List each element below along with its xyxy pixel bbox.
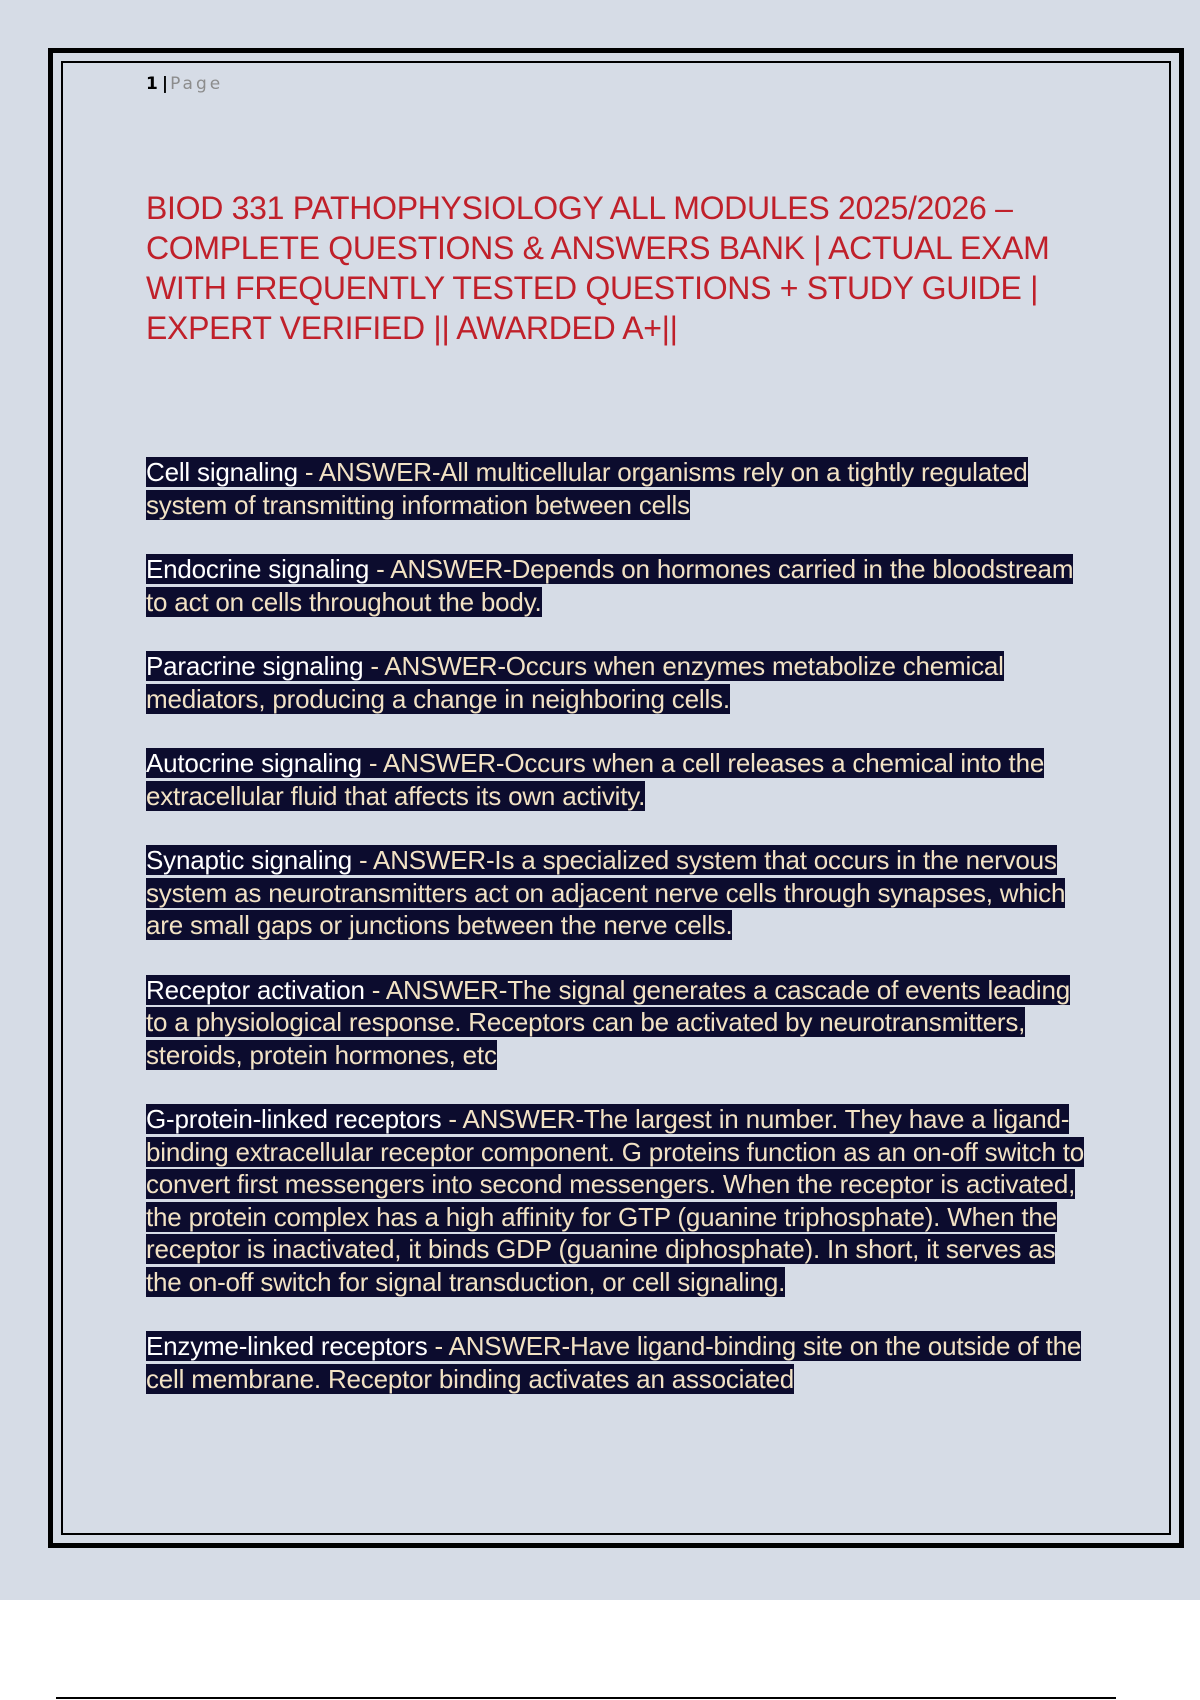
qa-highlight xyxy=(146,651,1004,714)
qa-item-enzyme-linked-receptors[interactable] xyxy=(146,1330,1086,1395)
qa-answer: - ANSWER-Occurs when enzymes metabolize chemical mediators, producing a change in neighboring cells. xyxy=(146,651,1004,714)
qa-highlight xyxy=(146,748,1044,811)
page-number-header xyxy=(146,74,223,94)
qa-highlight xyxy=(146,554,1073,617)
qa-term: Receptor activation xyxy=(146,974,365,1005)
qa-answer: - ANSWER-All multicellular organisms rely on a tightly regulated system of transmitting information between cells xyxy=(146,457,1028,520)
qa-item-paracrine-signaling[interactable] xyxy=(146,650,1086,715)
qa-list xyxy=(146,456,1086,1427)
qa-answer: - ANSWER-The signal generates a cascade of events leading to a physiological response. Receptors can be activated by neurotransmitters, steroids, protein hormones, etc xyxy=(146,974,1070,1070)
qa-highlight xyxy=(146,1331,1081,1394)
qa-term: Synaptic signaling xyxy=(146,845,352,875)
qa-highlight xyxy=(146,975,1070,1070)
document-title: BIOD 331 PATHOPHYSIOLOGY ALL MODULES 2025/2026 – COMPLETE QUESTIONS & ANSWERS BANK | ACTUAL EXAM WITH FREQUENTLY TESTED QUESTIONS + STUDY GUIDE | EXPERT VERIFIED || AWARDED A+|| xyxy=(146,190,1050,346)
qa-term: Enzyme-linked receptors xyxy=(146,1331,428,1361)
qa-item-receptor-activation[interactable] xyxy=(146,974,1086,1072)
qa-term: G-protein-linked receptors xyxy=(146,1104,442,1134)
qa-item-cell-signaling[interactable] xyxy=(146,456,1086,521)
qa-term: Cell signaling xyxy=(146,457,298,487)
page-number: 1 xyxy=(146,74,158,94)
qa-answer: - ANSWER-Have ligand-binding site on the outside of the cell membrane. Receptor binding activates an associated xyxy=(146,1331,1082,1394)
qa-term: Endocrine signaling xyxy=(146,554,370,584)
qa-item-endocrine-signaling[interactable] xyxy=(146,553,1086,618)
qa-highlight xyxy=(146,1104,1084,1297)
qa-item-g-protein-linked-receptors[interactable] xyxy=(146,1103,1086,1298)
qa-answer: - ANSWER-Is a specialized system that occurs in the nervous system as neurotransmitters act on adjacent nerve cells through synapses, which are small gaps or junctions between the nerve cells. xyxy=(146,845,1066,940)
qa-item-synaptic-signaling[interactable] xyxy=(146,844,1086,942)
page-number-separator: | xyxy=(161,74,169,94)
qa-highlight xyxy=(146,845,1065,940)
qa-answer: - ANSWER-Occurs when a cell releases a chemical into the extracellular fluid that affects its own activity. xyxy=(146,748,1045,811)
qa-term: Autocrine signaling xyxy=(146,748,362,778)
qa-term: Paracrine signaling xyxy=(146,651,364,681)
qa-answer: - ANSWER-Depends on hormones carried in the bloodstream to act on cells throughout the body. xyxy=(146,554,1074,617)
page-label: Page xyxy=(170,74,224,94)
next-page-divider xyxy=(56,1697,1116,1699)
qa-item-autocrine-signaling[interactable] xyxy=(146,747,1086,812)
qa-highlight xyxy=(146,457,1028,520)
qa-answer: - ANSWER-The largest in number. They have a ligand-binding extracellular receptor component. G proteins function as an on-off switch to convert first messengers into second messengers. When the receptor is activated, the protein complex has a high affinity for GTP (guanine triphosphate). When the receptor is inactivated, it binds GDP (guanine diphosphate). In short, it serves as the on-off switch for signal transduction, or cell signaling. xyxy=(146,1104,1085,1297)
